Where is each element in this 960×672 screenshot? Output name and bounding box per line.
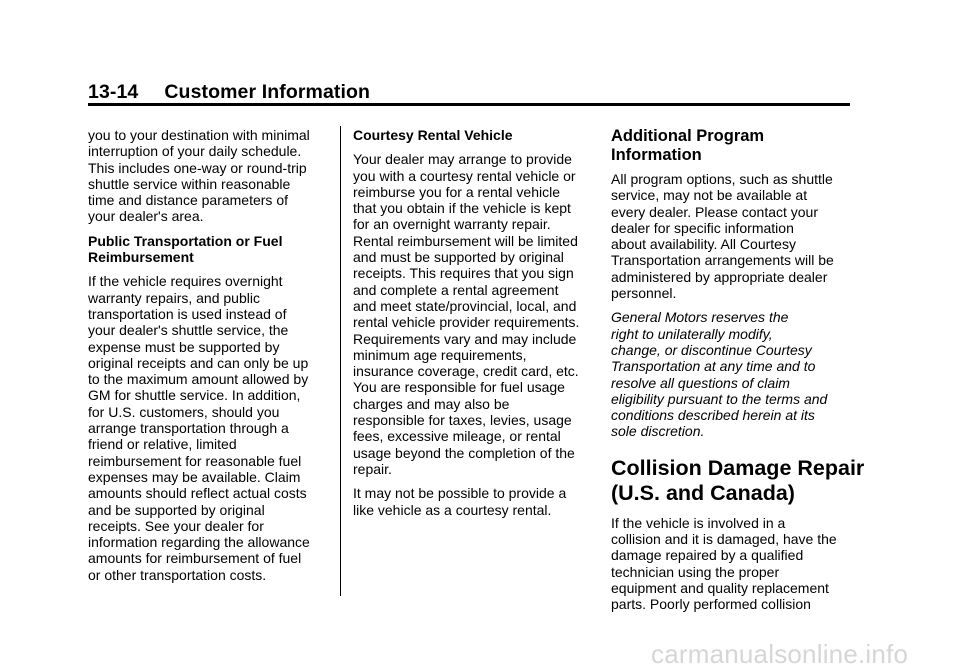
text-line: equipment and quality replacement [611, 579, 829, 596]
text-line: that you obtain if the vehicle is kept [353, 200, 571, 217]
text-line: minimum age requirements, [353, 346, 527, 363]
text-line: information regarding the allowance [88, 534, 310, 551]
text-line: arrange transportation through a [88, 420, 289, 437]
text-line: change, or discontinue Courtesy [611, 341, 812, 358]
text-line: administered by appropriate dealer [611, 268, 828, 285]
text-line: Transportation at any time and to [611, 358, 816, 375]
text-line: amounts for reimbursement of fuel [88, 550, 302, 567]
text-line: amounts should reflect actual costs [88, 485, 307, 502]
text-line: If the vehicle is involved in a [611, 514, 786, 531]
text-line: If the vehicle requires overnight [88, 273, 283, 290]
program-options-paragraph [611, 171, 855, 301]
heading-line: Additional Program [611, 127, 765, 145]
text-line: dealer for specific information [611, 219, 794, 236]
column-divider [340, 126, 341, 596]
text-line: All program options, such as shuttle [611, 171, 833, 187]
heading-line: Reimbursement [88, 249, 194, 266]
text-line: your dealer's area. [88, 208, 204, 225]
subheading-courtesy-rental [353, 127, 593, 143]
text-line: friend or relative, limited [88, 436, 237, 453]
heading-line: Information [611, 145, 702, 164]
heading-additional-program-information [611, 127, 855, 164]
text-line: and meet state/provincial, local, and [353, 297, 577, 314]
text-line: charges and may also be [353, 395, 510, 412]
column-2 [353, 127, 593, 526]
text-line: and must be supported by original [353, 249, 564, 266]
text-line: warranty repairs, and public [88, 289, 260, 306]
text-line: transportation is used instead of [88, 305, 287, 322]
text-line: conditions described herein at its [611, 407, 815, 424]
text-line: rental vehicle provider requirements. [353, 314, 580, 331]
text-line: Rental reimbursement will be limited [353, 232, 578, 249]
text-line: insurance coverage, credit card, etc. [353, 363, 579, 380]
collision-paragraph [611, 515, 855, 613]
text-line: GM for shuttle service. In addition, [88, 387, 301, 404]
text-line: eligibility pursuant to the terms and [611, 390, 828, 407]
text-line: you with a courtesy rental vehicle or [353, 167, 576, 184]
heading-line: Courtesy Rental Vehicle [353, 127, 513, 143]
text-line: collision and it is damaged, have the [611, 531, 837, 548]
text-line: responsible for taxes, levies, usage [353, 412, 572, 429]
text-line: time and distance parameters of [88, 192, 288, 209]
text-line: fees, excessive mileage, or rental [353, 428, 561, 445]
text-line: damage repaired by a qualified [611, 547, 804, 564]
text-line: sole discretion. [611, 423, 705, 440]
text-line: expenses may be available. Claim [88, 468, 301, 485]
text-line: interruption of your daily schedule. [88, 143, 302, 160]
text-line: This includes one-way or round-trip [88, 159, 307, 176]
text-line: receipts. See your dealer for [88, 517, 264, 534]
text-line: right to unilaterally modify, [611, 325, 773, 342]
text-line: personnel. [611, 285, 677, 302]
text-line: reimbursement for reasonable fuel [88, 452, 302, 469]
text-line: shuttle service within reasonable [88, 175, 291, 192]
text-line: and complete a rental agreement [353, 281, 559, 298]
heading-collision-damage-repair [611, 455, 865, 506]
heading-line: Public Transportation or Fuel [88, 232, 283, 249]
heading-line: (U.S. and Canada) [611, 480, 795, 505]
column-3 [611, 127, 865, 621]
text-line: usage beyond the completion of the [353, 444, 575, 461]
watermark: carmanualsonline.info [651, 639, 909, 669]
heading-line: Collision Damage Repair [611, 455, 865, 480]
intro-paragraph [88, 127, 330, 225]
text-line: resolve all questions of claim [611, 374, 790, 391]
text-line: you to your destination with minimal [88, 127, 310, 143]
text-line: for an overnight warranty repair. [353, 216, 551, 233]
public-transportation-paragraph [88, 273, 330, 583]
text-line: expense must be supported by [88, 338, 280, 355]
text-line: Your dealer may arrange to provide [353, 151, 572, 168]
column-1 [88, 127, 330, 591]
courtesy-rental-closing [353, 485, 593, 518]
header-rule [88, 103, 850, 106]
section-title: Customer Information [164, 81, 371, 103]
text-line: your dealer's shuttle service, the [88, 322, 289, 339]
text-line: technician using the proper [611, 563, 780, 580]
text-line: Transportation arrangements will be [611, 252, 834, 269]
text-line: It may not be possible to provide a [353, 485, 567, 502]
text-line: or other transportation costs. [88, 566, 267, 583]
page-header [88, 81, 370, 104]
text-line: service, may not be available at [611, 187, 808, 204]
text-line: You are responsible for fuel usage [353, 379, 565, 396]
subheading-public-transportation [88, 233, 330, 266]
text-line: General Motors reserves the [611, 309, 789, 326]
gm-disclaimer-paragraph [611, 309, 855, 439]
text-line: about availability. All Courtesy [611, 236, 796, 253]
text-line: and be supported by original [88, 501, 265, 518]
text-line: repair. [353, 460, 392, 477]
text-line: every dealer. Please contact your [611, 203, 819, 220]
text-line: reimburse you for a rental vehicle [353, 183, 560, 200]
text-line: receipts. This requires that you sign [353, 265, 574, 282]
text-line: original receipts and can only be up [88, 354, 309, 371]
text-line: Requirements vary and may include [353, 330, 577, 347]
page-number: 13-14 [88, 81, 139, 103]
text-line: parts. Poorly performed collision [611, 596, 811, 613]
text-line: like vehicle as a courtesy rental. [353, 501, 552, 518]
courtesy-rental-paragraph [353, 151, 593, 477]
text-line: for U.S. customers, should you [88, 403, 280, 420]
text-line: to the maximum amount allowed by [88, 371, 309, 388]
